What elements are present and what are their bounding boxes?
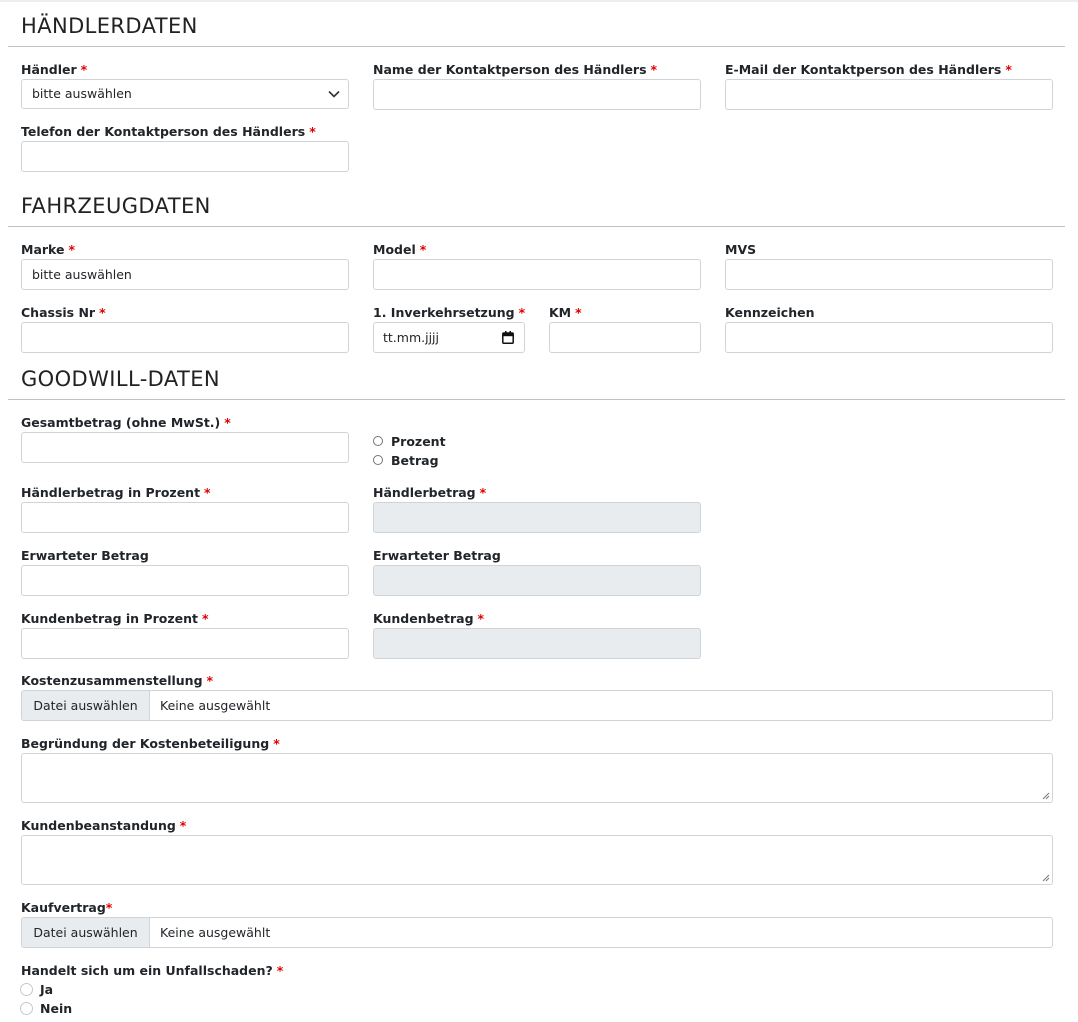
dealer-percent-input[interactable] (21, 502, 349, 533)
required-marker: * (99, 305, 106, 320)
contact-phone-label: Telefon der Kontaktperson des Händlers * (21, 124, 316, 139)
customer-amount-input (373, 628, 701, 659)
contract-label: Kaufvertrag* (21, 900, 113, 915)
radio-button[interactable] (20, 1002, 33, 1015)
dealer-select[interactable] (21, 79, 349, 109)
required-marker: * (80, 62, 88, 77)
total-label: Gesamtbetrag (ohne MwSt.) * (21, 415, 231, 430)
accident-label: Handelt sich um ein Unfallschaden? * (21, 963, 284, 978)
complaint-textarea[interactable] (21, 835, 1053, 885)
justification-label: Begründung der Kostenbeteiligung * (21, 736, 280, 751)
required-marker: * (273, 736, 280, 751)
file-status-text: Keine ausgewählt (160, 698, 271, 713)
choose-file-button[interactable]: Datei auswählen (22, 918, 150, 947)
resize-grip-icon[interactable] (1041, 873, 1050, 882)
dealer-percent-label: Händlerbetrag in Prozent * (21, 485, 211, 500)
top-border (0, 0, 1078, 2)
plate-input[interactable] (725, 322, 1053, 353)
choose-file-button[interactable]: Datei auswählen (22, 691, 150, 720)
model-label: Model * (373, 242, 427, 257)
section-divider (8, 226, 1065, 227)
complaint-label: Kundenbeanstandung * (21, 818, 187, 833)
calendar-icon (502, 331, 514, 344)
section-divider (8, 399, 1065, 400)
required-marker: * (650, 62, 658, 77)
contract-file-input[interactable] (21, 917, 1053, 948)
required-marker: * (68, 242, 76, 257)
contact-email-input[interactable] (725, 79, 1053, 110)
radio-button[interactable] (20, 983, 33, 996)
dealer-label: Händler * (21, 62, 88, 77)
expected-amount-label: Erwarteter Betrag (21, 548, 149, 563)
radio-button[interactable] (373, 436, 383, 446)
dealer-select-value: bitte auswählen (32, 86, 132, 101)
customer-amount-label: Kundenbetrag * (373, 611, 485, 626)
required-marker: * (276, 963, 284, 978)
dealer-amount-input (373, 502, 701, 533)
contact-phone-input[interactable] (21, 141, 349, 172)
radio-label: Ja (40, 981, 54, 997)
expected-amount-input[interactable] (21, 565, 349, 596)
total-input[interactable] (21, 432, 349, 463)
required-marker: * (477, 611, 485, 626)
registration-date-placeholder: tt.mm.jjjj (383, 330, 439, 345)
brand-input[interactable] (21, 259, 349, 290)
customer-percent-label: Kundenbetrag in Prozent * (21, 611, 209, 626)
required-marker: * (479, 485, 487, 500)
required-marker: * (105, 900, 113, 915)
dealer-amount-label: Händlerbetrag * (373, 485, 487, 500)
km-label: KM * (549, 305, 582, 320)
required-marker: * (179, 818, 187, 833)
contact-name-input[interactable] (373, 79, 701, 110)
resize-grip-icon[interactable] (1041, 791, 1050, 800)
chevron-down-icon (328, 90, 340, 98)
required-marker: * (1005, 62, 1012, 77)
file-status-text: Keine ausgewählt (160, 925, 271, 940)
chassis-input[interactable] (21, 322, 349, 353)
required-marker: * (204, 485, 211, 500)
radio-label: Prozent (391, 433, 446, 449)
contact-email-label: E-Mail der Kontaktperson des Händlers * (725, 62, 1012, 77)
plate-label: Kennzeichen (725, 305, 815, 320)
required-marker: * (206, 673, 214, 688)
required-marker: * (309, 124, 316, 139)
radio-label: Betrag (391, 452, 439, 468)
expected-amount-label-readonly: Erwarteter Betrag (373, 548, 501, 563)
section-divider (8, 46, 1065, 47)
required-marker: * (224, 415, 231, 430)
radio-option-amount[interactable] (373, 452, 439, 468)
brand-label: Marke * (21, 242, 76, 257)
required-marker: * (201, 611, 209, 626)
km-input[interactable] (549, 322, 701, 353)
required-marker: * (518, 305, 526, 320)
section-title-goodwill: GOODWILL-DATEN (21, 367, 221, 391)
registration-date-input[interactable] (373, 322, 525, 353)
customer-percent-input[interactable] (21, 628, 349, 659)
mvs-label: MVS (725, 242, 757, 257)
radio-option-yes[interactable] (20, 981, 53, 997)
chassis-label: Chassis Nr * (21, 305, 106, 320)
brand-input-value: bitte auswählen (32, 267, 132, 282)
mvs-input[interactable] (725, 259, 1053, 290)
cost-summary-label: Kostenzusammenstellung * (21, 673, 214, 688)
required-marker: * (575, 305, 582, 320)
required-marker: * (419, 242, 427, 257)
radio-label: Nein (40, 1000, 73, 1016)
expected-amount-readonly-input (373, 565, 701, 596)
model-input[interactable] (373, 259, 701, 290)
radio-button[interactable] (373, 455, 383, 465)
contact-name-label: Name der Kontaktperson des Händlers * (373, 62, 658, 77)
section-title-dealer: HÄNDLERDATEN (21, 14, 198, 38)
justification-textarea[interactable] (21, 753, 1053, 803)
section-title-vehicle: FAHRZEUGDATEN (21, 194, 211, 218)
registration-label: 1. Inverkehrsetzung * (373, 305, 526, 320)
radio-option-percent[interactable] (373, 433, 446, 449)
cost-summary-file-input[interactable] (21, 690, 1053, 721)
radio-option-no[interactable] (20, 1000, 72, 1016)
